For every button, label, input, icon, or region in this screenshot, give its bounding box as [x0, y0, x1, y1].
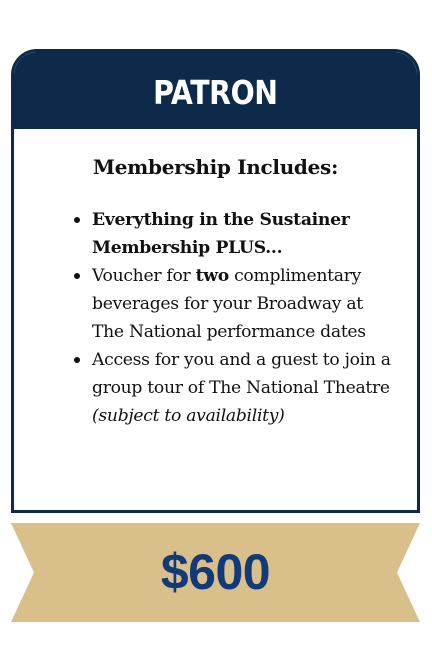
bullet-icon — [74, 217, 80, 223]
membership-card — [11, 49, 420, 513]
card-header — [14, 52, 417, 129]
benefit-text-suffix: complimentary beverages for your Broadway at The National performance dates — [92, 266, 366, 342]
benefit-text-prefix: Access for you and a guest to join a group tour of The National Theatre — [92, 350, 391, 398]
benefit-item-everything — [92, 206, 399, 262]
price-amount: $600 — [160, 544, 271, 600]
includes-heading: Membership Includes: — [92, 155, 339, 179]
bullet-icon — [74, 357, 80, 363]
bullet-icon — [74, 273, 80, 279]
price-banner — [11, 523, 420, 622]
benefit-emphasis: two — [195, 266, 229, 286]
benefit-item-voucher — [92, 262, 399, 346]
benefit-text: Everything in the Sustainer Membership PLUS... — [92, 210, 350, 258]
benefit-note: (subject to availability) — [92, 406, 285, 426]
card-body — [14, 155, 417, 430]
benefit-text-prefix: Voucher for — [92, 266, 196, 286]
tier-title: PATRON — [153, 73, 278, 112]
benefits-list — [32, 206, 399, 430]
benefit-item-tour — [92, 346, 399, 430]
